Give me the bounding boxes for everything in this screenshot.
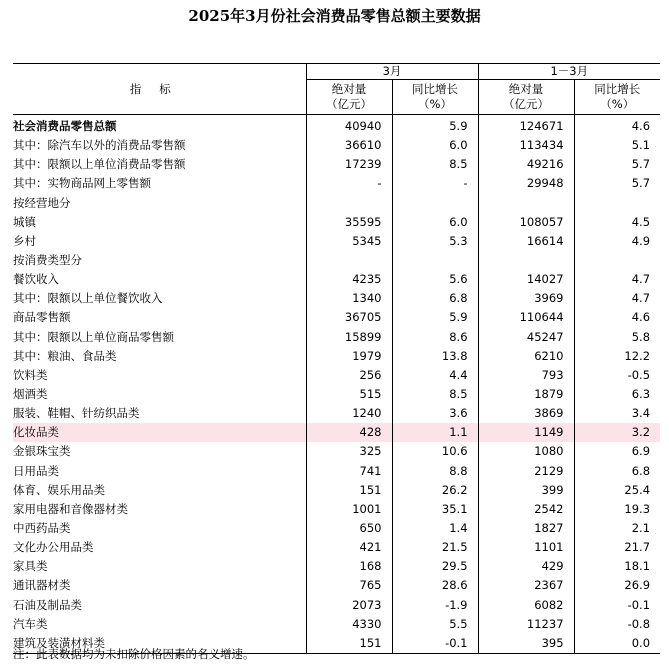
march-yoy-value: 21.5: [392, 538, 478, 557]
march-yoy-value: 6.0: [392, 136, 478, 155]
march-yoy-value: -1.9: [392, 596, 478, 615]
march-abs-value: 15899: [306, 328, 392, 347]
jan-mar-yoy-value: 4.5: [574, 213, 660, 232]
table-row: [13, 481, 660, 500]
row-label: 体育、娱乐用品类: [13, 482, 105, 497]
jan-mar-abs-value: 45247: [478, 328, 574, 347]
march-abs-value: 325: [306, 442, 392, 461]
jan-mar-group-header: 1－3月: [478, 64, 660, 80]
jan-mar-yoy-value: [574, 194, 660, 213]
jan-mar-abs-value: 429: [478, 557, 574, 576]
march-abs-value: 1240: [306, 404, 392, 423]
row-label: 日用品类: [13, 463, 59, 478]
jan-mar-abs-value: 793: [478, 366, 574, 385]
march-abs-value: 1340: [306, 289, 392, 308]
jan-mar-abs-value: 3869: [478, 404, 574, 423]
jan-mar-abs-value: 2129: [478, 462, 574, 481]
table-row: [13, 442, 660, 461]
jan-mar-abs-value: 1879: [478, 385, 574, 404]
march-abs-value: 428: [306, 423, 392, 442]
footnote: 注：此表数据均为未扣除价格因素的名义增速。: [13, 647, 255, 661]
jan-mar-abs-value: 1080: [478, 442, 574, 461]
jan-mar-abs-value: 2542: [478, 500, 574, 519]
table-row: [13, 615, 660, 634]
jan-mar-yoy-value: -0.1: [574, 596, 660, 615]
yoy-header-line1: 同比增长: [594, 82, 641, 96]
table-row: [13, 213, 660, 232]
table-row: [13, 366, 660, 385]
jan-mar-abs-value: 108057: [478, 213, 574, 232]
yoy-header-line1: 同比增长: [412, 82, 458, 96]
march-yoy-value: 8.5: [392, 155, 478, 174]
yoy-header-line2: （%）: [600, 97, 635, 111]
march-yoy-value: 28.6: [392, 576, 478, 595]
table-row: [13, 174, 660, 193]
row-label: 其中：粮油、食品类: [13, 348, 117, 363]
jan-mar-abs-value: 6082: [478, 596, 574, 615]
header-row-groups: [13, 64, 660, 80]
row-label: 服装、鞋帽、针纺织品类: [13, 406, 140, 421]
jan-mar-abs-value: 3969: [478, 289, 574, 308]
march-yoy-header: [392, 80, 478, 115]
march-abs-value: 741: [306, 462, 392, 481]
march-abs-value: 421: [306, 538, 392, 557]
march-abs-value: 256: [306, 366, 392, 385]
jan-mar-abs-value: 14027: [478, 270, 574, 289]
table-row: [13, 347, 660, 366]
jan-mar-abs-value: 399: [478, 481, 574, 500]
march-yoy-value: 1.4: [392, 519, 478, 538]
jan-mar-abs-value: 11237: [478, 615, 574, 634]
march-abs-value: 4235: [306, 270, 392, 289]
march-abs-value: 650: [306, 519, 392, 538]
jan-mar-yoy-value: 4.9: [574, 232, 660, 251]
march-yoy-value: 26.2: [392, 481, 478, 500]
jan-mar-yoy-value: -0.8: [574, 615, 660, 634]
row-label: 饮料类: [13, 367, 48, 382]
jan-mar-yoy-value: -0.5: [574, 366, 660, 385]
jan-mar-yoy-header: [574, 80, 660, 115]
table-row: [13, 462, 660, 481]
table-row: [13, 270, 660, 289]
table-row: [13, 136, 660, 155]
row-label: 其中：限额以上单位餐饮收入: [13, 291, 163, 306]
table-row: [13, 115, 660, 137]
table-row: [13, 385, 660, 404]
row-label: 化妆品类: [13, 423, 306, 442]
jan-mar-yoy-value: 3.2: [574, 423, 660, 442]
row-label: 社会消费品零售总额: [13, 119, 117, 134]
march-abs-value: 168: [306, 557, 392, 576]
jan-mar-yoy-value: 26.9: [574, 576, 660, 595]
yoy-header-line2: （%）: [418, 97, 452, 111]
row-label: 商品零售额: [13, 310, 71, 325]
march-yoy-value: 8.6: [392, 328, 478, 347]
table-row-highlighted: [13, 423, 660, 442]
jan-mar-yoy-value: 4.6: [574, 308, 660, 327]
table-row: [13, 308, 660, 327]
row-label: 烟酒类: [13, 387, 48, 402]
jan-mar-yoy-value: 25.4: [574, 481, 660, 500]
march-yoy-value: 8.5: [392, 385, 478, 404]
table-row: [13, 519, 660, 538]
march-abs-value: 151: [306, 481, 392, 500]
abs-header-line2: （亿元）: [503, 97, 550, 111]
march-abs-value: 151: [306, 634, 392, 654]
march-abs-value: 2073: [306, 596, 392, 615]
table-row: [13, 328, 660, 347]
march-abs-header: [306, 80, 392, 115]
jan-mar-abs-value: 16614: [478, 232, 574, 251]
row-label: 按经营地分: [13, 195, 71, 210]
jan-mar-yoy-value: 0.0: [574, 634, 660, 654]
march-abs-value: 765: [306, 576, 392, 595]
jan-mar-abs-value: [478, 251, 574, 270]
jan-mar-yoy-value: 5.8: [574, 328, 660, 347]
row-label: 其中：限额以上单位消费品零售额: [13, 157, 186, 172]
jan-mar-abs-value: 113434: [478, 136, 574, 155]
march-yoy-value: -: [392, 174, 478, 193]
jan-mar-abs-value: 2367: [478, 576, 574, 595]
march-yoy-value: 5.9: [392, 115, 478, 137]
jan-mar-yoy-value: 6.3: [574, 385, 660, 404]
jan-mar-yoy-value: 4.7: [574, 270, 660, 289]
jan-mar-abs-value: 29948: [478, 174, 574, 193]
jan-mar-abs-value: 6210: [478, 347, 574, 366]
march-yoy-value: 5.5: [392, 615, 478, 634]
row-label: 中西药品类: [13, 521, 71, 536]
march-yoy-value: 5.9: [392, 308, 478, 327]
table-row: [13, 500, 660, 519]
retail-sales-table: [13, 63, 660, 654]
abs-header-line1: 绝对量: [508, 82, 544, 96]
row-label: 餐饮收入: [13, 272, 59, 287]
march-yoy-value: 5.3: [392, 232, 478, 251]
march-yoy-value: 5.6: [392, 270, 478, 289]
row-label: 其中：限额以上单位商品零售额: [13, 329, 174, 344]
row-label: 金银珠宝类: [13, 444, 71, 459]
row-label: 建筑及装潢材料类: [13, 634, 306, 654]
march-abs-value: 36610: [306, 136, 392, 155]
march-abs-value: 17239: [306, 155, 392, 174]
jan-mar-yoy-value: 4.6: [574, 115, 660, 137]
march-yoy-value: 3.6: [392, 404, 478, 423]
march-abs-value: 1979: [306, 347, 392, 366]
jan-mar-abs-value: 110644: [478, 308, 574, 327]
page-title: 2025年3月份社会消费品零售总额主要数据: [188, 7, 481, 25]
table-row: [13, 576, 660, 595]
jan-mar-yoy-value: 18.1: [574, 557, 660, 576]
row-label: 石油及制品类: [13, 597, 82, 612]
abs-header-line1: 绝对量: [331, 82, 367, 96]
row-label: 家用电器和音像器材类: [13, 501, 128, 516]
table-row: [13, 557, 660, 576]
march-abs-value: -: [306, 174, 392, 193]
row-label: 汽车类: [13, 616, 48, 631]
jan-mar-abs-header: [478, 80, 574, 115]
march-yoy-value: [392, 194, 478, 213]
jan-mar-yoy-value: 5.7: [574, 155, 660, 174]
march-yoy-value: 6.0: [392, 213, 478, 232]
march-abs-value: 515: [306, 385, 392, 404]
jan-mar-yoy-value: 5.7: [574, 174, 660, 193]
jan-mar-abs-value: 1101: [478, 538, 574, 557]
table-row: [13, 596, 660, 615]
jan-mar-abs-value: [478, 194, 574, 213]
row-label: 乡村: [13, 233, 36, 248]
march-yoy-value: 1.1: [392, 423, 478, 442]
table-row: [13, 251, 660, 270]
jan-mar-abs-value: 124671: [478, 115, 574, 137]
march-abs-value: [306, 194, 392, 213]
row-label: 其中：除汽车以外的消费品零售额: [13, 138, 186, 153]
march-group-header: 3月: [306, 64, 478, 80]
march-abs-value: 40940: [306, 115, 392, 137]
jan-mar-yoy-value: 6.8: [574, 462, 660, 481]
jan-mar-yoy-value: 6.9: [574, 442, 660, 461]
march-yoy-value: 10.6: [392, 442, 478, 461]
march-abs-value: 5345: [306, 232, 392, 251]
jan-mar-abs-value: 49216: [478, 155, 574, 174]
table-row: [13, 404, 660, 423]
march-yoy-value: 6.8: [392, 289, 478, 308]
table-row: [13, 538, 660, 557]
march-yoy-value: 8.8: [392, 462, 478, 481]
jan-mar-yoy-value: [574, 251, 660, 270]
march-yoy-value: -0.1: [392, 634, 478, 654]
table-row: [13, 289, 660, 308]
table-row: [13, 194, 660, 213]
indicator-header: 指标: [13, 64, 306, 115]
march-yoy-value: 13.8: [392, 347, 478, 366]
march-abs-value: 36705: [306, 308, 392, 327]
jan-mar-yoy-value: 19.3: [574, 500, 660, 519]
row-label: 其中：实物商品网上零售额: [13, 176, 151, 191]
jan-mar-abs-value: 1827: [478, 519, 574, 538]
table-row: [13, 155, 660, 174]
jan-mar-yoy-value: 5.1: [574, 136, 660, 155]
row-label: 城镇: [13, 214, 36, 229]
march-yoy-value: 4.4: [392, 366, 478, 385]
jan-mar-yoy-value: 2.1: [574, 519, 660, 538]
march-abs-value: 1001: [306, 500, 392, 519]
jan-mar-yoy-value: 3.4: [574, 404, 660, 423]
march-abs-value: [306, 251, 392, 270]
table-row: [13, 232, 660, 251]
abs-header-line2: （亿元）: [326, 97, 372, 111]
jan-mar-abs-value: 395: [478, 634, 574, 654]
row-label: 通讯器材类: [13, 578, 71, 593]
march-abs-value: 4330: [306, 615, 392, 634]
march-yoy-value: [392, 251, 478, 270]
jan-mar-abs-value: 1149: [478, 423, 574, 442]
march-abs-value: 35595: [306, 213, 392, 232]
jan-mar-yoy-value: 21.7: [574, 538, 660, 557]
row-label: 家具类: [13, 559, 48, 574]
march-yoy-value: 35.1: [392, 500, 478, 519]
row-label: 文化办公用品类: [13, 540, 94, 555]
jan-mar-yoy-value: 4.7: [574, 289, 660, 308]
jan-mar-yoy-value: 12.2: [574, 347, 660, 366]
march-yoy-value: 29.5: [392, 557, 478, 576]
row-label: 按消费类型分: [13, 253, 82, 268]
